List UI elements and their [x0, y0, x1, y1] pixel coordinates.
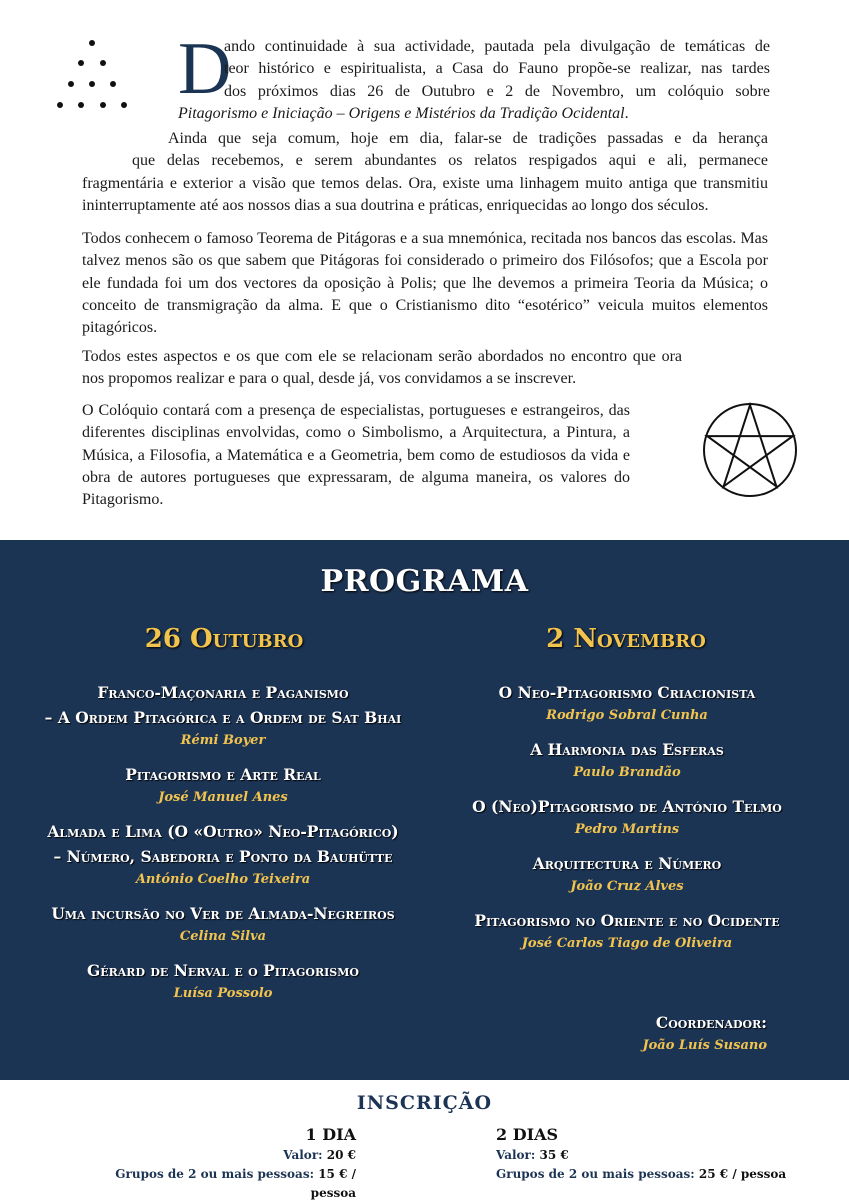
intro-paragraph-5: O Colóquio contará com a presença de especialistas, portugueses e estrangeiros, das diferentes disciplinas envolvidas, como o Simbolismo, a Arquitectura, a Pintura, a Música, a Filosofia, a Matemática e a Geometria, bem como de estudiosos da vida e obra de autores portugueses que expressaram, de alguma maneira, os valores do Pitagorismo.: [82, 402, 630, 509]
price-value: 35 €: [539, 1148, 569, 1162]
talk-title: Pitagorismo no Oriente e no Ocidente: [474, 911, 780, 930]
price-value: 20 €: [326, 1148, 356, 1162]
price-line: Valor: 35 €: [496, 1148, 569, 1162]
talk-item: [18, 680, 428, 752]
talk-title: Franco-Maçonaria e Paganismo: [97, 683, 349, 702]
talk-speaker: Paulo Brandão: [573, 765, 681, 780]
talk-title: O (Neo)Pitagorismo de António Telmo: [472, 797, 782, 816]
talk-title: Pitagorismo e Arte Real: [125, 765, 321, 784]
talk-item: [18, 958, 428, 1005]
talk-item: [422, 851, 832, 898]
talk-title: Arquitectura e Número: [532, 854, 722, 873]
talk-item: [18, 901, 428, 948]
talk-speaker: João Cruz Alves: [570, 879, 684, 894]
intro-paragraph-3: Todos conhecem o famoso Teorema de Pitágoras e a sua mnemónica, recitada nos bancos das escolas. Mas talvez menos são os que sabem que Pitágoras foi considerado o primeiro dos Filósofos; que a Escola por ele fundada foi um dos vectores da oposição à Polis; que lhe devemos a primeira Teoria da Música; o conceito de transmigração da alma. E que o Cristianismo dito “esotérico” veicula muitos elementos pitagóricos.: [82, 230, 768, 337]
intro-p1-line: dos próximos dias 26 de Outubro e 2 de Novembro, um colóquio sobre: [224, 82, 770, 100]
talk-speaker: António Coelho Teixeira: [135, 872, 311, 887]
talk-title: Almada e Lima (O «Outro» Neo-Pitagórico): [47, 822, 399, 841]
tetractys-icon: [52, 40, 132, 120]
day-1-schedule: [18, 680, 428, 1015]
talk-speaker: Pedro Martins: [574, 822, 680, 837]
talk-item: [422, 794, 832, 841]
coordinator-block: [642, 1010, 767, 1057]
talk-title: – Número, Sabedoria e Ponto da Bauhütte: [53, 847, 393, 866]
option-2-days: [496, 1124, 796, 1184]
group-price-line: Grupos de 2 ou mais pessoas: 25 € / pessoa: [496, 1167, 787, 1181]
option-1-day: [100, 1124, 356, 1200]
day-2-schedule: [422, 680, 832, 965]
price-line: Valor: 20 €: [283, 1148, 356, 1162]
talk-title: A Harmonia das Esferas: [530, 740, 724, 759]
intro-paragraph-1: [178, 36, 770, 125]
talk-title: – A Ordem Pitagórica e a Ordem de Sat Bhai: [44, 708, 402, 727]
talk-title: O Neo-Pitagorismo Criacionista: [498, 683, 756, 702]
talk-item: [422, 908, 832, 955]
group-price-value: 15 € / pessoa: [310, 1167, 356, 1200]
talk-item: [18, 762, 428, 809]
intro-paragraph-2: [82, 128, 768, 217]
day-2-title: 2 Novembro: [546, 624, 706, 654]
talk-item: [422, 737, 832, 784]
talk-item: [422, 680, 832, 727]
talk-speaker: Rémi Boyer: [180, 733, 266, 748]
option-name: 1 DIA: [305, 1125, 356, 1144]
talk-speaker: José Carlos Tiago de Oliveira: [521, 936, 733, 951]
intro-section: [0, 0, 849, 540]
program-title: PROGRAMA: [320, 564, 529, 599]
talk-speaker: Rodrigo Sobral Cunha: [546, 708, 708, 723]
colloquium-title: Pitagorismo e Iniciação – Origens e Mistérios da Tradição Ocidental: [178, 104, 625, 122]
program-section: [0, 540, 849, 1080]
option-name: 2 DIAS: [496, 1125, 559, 1144]
intro-p2-rest: fragmentária e exterior a visão que temos delas. Ora, existe uma linhagem muito antiga que transmitiu ininterruptamente até aos nossos dias a sua doutrina e práticas, enriquecidas ao longo dos séculos.: [82, 174, 768, 214]
talk-item: [18, 819, 428, 891]
talk-speaker: Celina Silva: [179, 929, 267, 944]
talk-title: Gérard de Nerval e o Pitagorismo: [87, 961, 359, 980]
day-1-title: 26 Outubro: [144, 624, 304, 654]
intro-p1-line: teor histórico e espiritualista, a Casa do Fauno propõe-se realizar, nas tardes: [224, 60, 770, 78]
intro-p2-line: Ainda que seja comum, hoje em dia, falar-se de tradições passadas e da herança: [168, 130, 768, 147]
inscription-section: [0, 1080, 849, 1200]
intro-paragraph-4: Todos estes aspectos e os que com ele se relacionam serão abordados no encontro que ora nos propomos realizar e para o qual, desde já, vos convidamos a se inscrever.: [82, 348, 682, 388]
drop-cap: D: [178, 28, 232, 110]
talk-speaker: José Manuel Anes: [158, 790, 288, 805]
talk-title: Uma incursão no Ver de Almada-Negreiros: [51, 904, 395, 923]
group-price-line: Grupos de 2 ou mais pessoas: 15 € / pessoa: [115, 1167, 356, 1200]
group-price-value: 25 € / pessoa: [698, 1167, 787, 1181]
pentagram-icon: [700, 400, 800, 500]
coordinator-name: João Luís Susano: [642, 1038, 767, 1053]
talk-speaker: Luísa Possolo: [173, 986, 273, 1001]
intro-p1-line: ando continuidade à sua actividade, pautada pela divulgação de temáticas de: [224, 38, 770, 55]
intro-p1-line: Pitagorismo e Iniciação – Origens e Mistérios da Tradição Ocidental.: [178, 104, 629, 122]
intro-p2-line: que delas recebemos, e serem abundantes os relatos respigados aqui e ali, permanece: [132, 152, 768, 170]
coordinator-label: Coordenador:: [655, 1013, 767, 1032]
inscription-title: INSCRIÇÃO: [356, 1092, 493, 1114]
